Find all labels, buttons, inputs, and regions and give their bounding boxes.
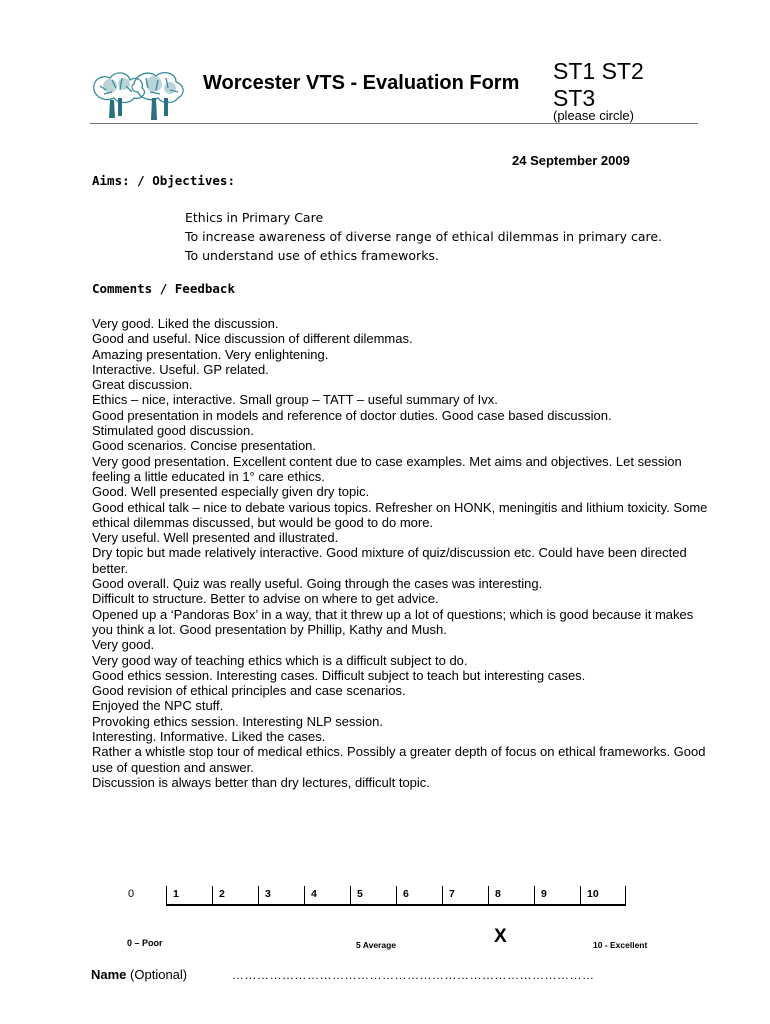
comment-item: Stimulated good discussion. — [92, 423, 254, 439]
comment-item: Good ethical talk – nice to debate various topics. Refresher on HONK, meningitis and lithium toxicity. Some ethical dilemmas discussed, but would be good to do more. — [92, 499, 708, 530]
comment-item: Opened up a ‘Pandoras Box’ in a way, that it threw up a lot of questions; which is good because it makes you think a lot. Good presentation by Phillip, Kathy and Mush. — [92, 606, 694, 637]
comment-item: Interesting. Informative. Liked the cases. — [92, 729, 326, 745]
comment-item: Very useful. Well presented and illustrated. — [92, 530, 339, 546]
name-optional-text: (Optional) — [130, 967, 188, 982]
comment-item: Good scenarios. Concise presentation. — [92, 438, 317, 454]
comment-item: Provoking ethics session. Interesting NLP session. — [92, 713, 383, 729]
scale-tick-9[interactable]: 9 — [534, 886, 580, 904]
comments-list — [92, 316, 714, 790]
scale-tick-1[interactable]: 1 — [166, 886, 212, 904]
comment-item: Good. Well presented especially given dry topic. — [92, 484, 370, 500]
scale-tick-5[interactable]: 5 — [350, 886, 396, 904]
comment-item: Good revision of ethical principles and case scenarios. — [92, 683, 406, 699]
scale-excellent-label: 10 - Excellent — [593, 940, 648, 950]
comment-item: Good presentation in models and reference of doctor duties. Good case based discussion. — [92, 407, 612, 423]
comment-item: Difficult to structure. Better to advise on where to get advice. — [92, 591, 439, 607]
aims-list — [185, 208, 662, 265]
scale-tick-10[interactable]: 10 — [580, 886, 626, 904]
st-level-options[interactable]: ST1 ST2 ST3 — [553, 58, 644, 111]
name-label-text: Name — [91, 967, 127, 982]
scale-tick-3[interactable]: 3 — [258, 886, 304, 904]
form-title: Worcester VTS - Evaluation Form — [203, 72, 520, 94]
comment-item: Interactive. Useful. GP related. — [92, 361, 269, 377]
scale-tick-4[interactable]: 4 — [304, 886, 350, 904]
comment-item: Very good presentation. Excellent content due to case examples. Met aims and objectives. Let session feeling a little educated in 1° care ethics. — [92, 453, 682, 484]
aims-heading: Aims: / Objectives: — [92, 173, 235, 188]
rating-mark: X — [494, 926, 507, 947]
rating-scale[interactable] — [166, 886, 626, 906]
comment-item: Discussion is always better than dry lectures, difficult topic. — [92, 774, 430, 790]
trees-logo-icon — [90, 66, 190, 124]
comment-item: Good ethics session. Interesting cases. Difficult subject to teach but interesting cases. — [92, 667, 586, 683]
aims-item: To increase awareness of diverse range of ethical dilemmas in primary care. — [185, 229, 663, 244]
comment-item: Ethics – nice, interactive. Small group – TATT – useful summary of Ivx. — [92, 392, 498, 408]
scale-tick-2[interactable]: 2 — [212, 886, 258, 904]
comment-item: Dry topic but made relatively interactive. Good mixture of quiz/discussion etc. Could have been directed better. — [92, 545, 687, 576]
comment-item: Very good. Liked the discussion. — [92, 316, 279, 331]
comment-item: Great discussion. — [92, 377, 193, 393]
scale-tick-7[interactable]: 7 — [442, 886, 488, 904]
name-field[interactable]: …………………………………………………………………………… — [232, 968, 595, 982]
comment-item: Very good way of teaching ethics which is a difficult subject to do. — [92, 652, 468, 668]
comment-item: Good overall. Quiz was really useful. Going through the cases was interesting. — [92, 576, 543, 592]
header-divider — [90, 123, 698, 124]
name-label — [91, 967, 187, 982]
scale-tick-8[interactable]: 8 — [488, 886, 534, 904]
scale-average-label: 5 Average — [356, 940, 397, 950]
comment-item: Enjoyed the NPC stuff. — [92, 698, 224, 714]
comment-item: Good and useful. Nice discussion of different dilemmas. — [92, 331, 413, 347]
scale-tick-6[interactable]: 6 — [396, 886, 442, 904]
comment-item: Amazing presentation. Very enlightening. — [92, 346, 329, 362]
session-date: 24 September 2009 — [512, 153, 630, 168]
scale-poor-label: 0 – Poor — [127, 938, 163, 948]
comment-item: Rather a whistle stop tour of medical ethics. Possibly a greater depth of focus on ethical frameworks. Good use of question and answer. — [92, 744, 706, 775]
aims-item: Ethics in Primary Care — [185, 210, 324, 225]
please-circle-note: (please circle) — [553, 108, 634, 123]
scale-zero-label: 0 — [128, 888, 135, 900]
comments-heading: Comments / Feedback — [92, 281, 235, 296]
aims-item: To understand use of ethics frameworks. — [185, 248, 439, 263]
comment-item: Very good. — [92, 637, 155, 653]
